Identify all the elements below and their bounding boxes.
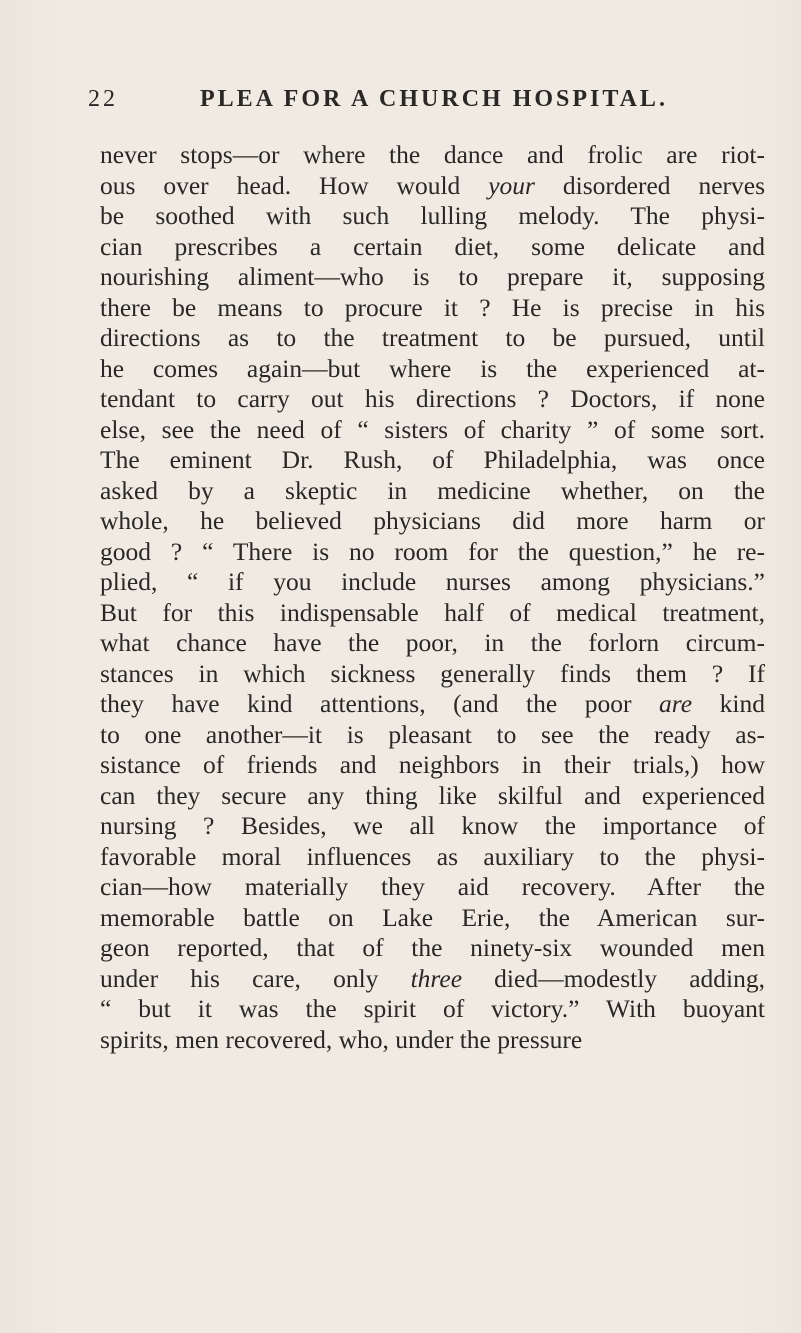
text-segment: be soothed with such lulling melody. The physi- bbox=[100, 201, 765, 230]
text-segment: under his care, only bbox=[100, 963, 411, 993]
text-line bbox=[100, 506, 765, 537]
text-line bbox=[100, 1025, 765, 1056]
text-segment: died—modestly adding, bbox=[462, 963, 765, 993]
text-segment: directions as to the treatment to be pursued, until bbox=[100, 323, 765, 352]
text-line bbox=[100, 933, 765, 964]
text-line bbox=[100, 323, 765, 354]
text-segment: they have kind attentions, (and the poor bbox=[100, 689, 660, 718]
text-segment: disordered nerves bbox=[534, 170, 765, 200]
text-line bbox=[100, 659, 765, 690]
text-segment: asked by a skeptic in medicine whether, on the bbox=[100, 475, 765, 505]
text-line bbox=[100, 750, 765, 781]
italic-text: your bbox=[488, 170, 535, 200]
text-segment: geon reported, that of the ninety-six wounded men bbox=[100, 933, 765, 962]
text-segment: whole, he believed physicians did more harm or bbox=[100, 506, 765, 535]
text-line bbox=[100, 598, 765, 629]
text-line bbox=[100, 171, 765, 202]
text-line bbox=[100, 994, 765, 1025]
text-line bbox=[100, 689, 765, 720]
text-line bbox=[100, 781, 765, 812]
text-line bbox=[100, 842, 765, 873]
text-segment: else, see the need of “ sisters of charity ” of some sort. bbox=[100, 414, 765, 444]
text-segment: kind bbox=[692, 689, 765, 718]
text-line bbox=[100, 384, 765, 415]
text-line bbox=[100, 140, 765, 171]
italic-text: are bbox=[659, 689, 693, 718]
text-line bbox=[100, 445, 765, 476]
text-line bbox=[100, 903, 765, 934]
text-segment: nourishing aliment—who is to prepare it, supposing bbox=[100, 262, 765, 291]
running-head bbox=[88, 86, 778, 120]
text-line bbox=[100, 628, 765, 659]
text-segment: never stops—or where the dance and frolic are riot- bbox=[100, 140, 765, 169]
text-segment: what chance have the poor, in the forlorn circum- bbox=[100, 628, 765, 657]
text-line bbox=[100, 537, 765, 568]
text-segment: good ? “ There is no room for the question,” he re- bbox=[100, 536, 765, 566]
text-segment: tendant to carry out his directions ? Doctors, if none bbox=[100, 384, 765, 413]
text-line bbox=[100, 964, 765, 995]
text-line bbox=[100, 232, 765, 263]
text-segment: spirits, men recovered, who, under the pressure bbox=[100, 1024, 583, 1054]
text-segment: cian prescribes a certain diet, some delicate and bbox=[100, 231, 765, 261]
text-segment: he comes again—but where is the experienced at- bbox=[100, 353, 765, 383]
text-segment: there be means to procure it ? He is precise in his bbox=[100, 292, 765, 322]
text-segment: sistance of friends and neighbors in their trials,) how bbox=[100, 750, 765, 779]
text-line bbox=[100, 262, 765, 293]
text-segment: favorable moral influences as auxiliary to the physi- bbox=[100, 841, 765, 871]
running-title: PLEA FOR A CHURCH HOSPITAL. bbox=[200, 86, 668, 112]
text-segment: ous over head. How would bbox=[100, 170, 489, 200]
text-segment: stances in which sickness generally finds them ? If bbox=[100, 658, 765, 688]
text-segment: to one another—it is pleasant to see the ready as- bbox=[100, 719, 765, 749]
text-segment: memorable battle on Lake Erie, the American sur- bbox=[100, 902, 765, 932]
text-line bbox=[100, 354, 765, 385]
italic-text: three bbox=[410, 963, 463, 993]
body-text bbox=[100, 140, 765, 1055]
text-line bbox=[100, 720, 765, 751]
text-line bbox=[100, 415, 765, 446]
text-segment: cian—how materially they aid recovery. After the bbox=[100, 872, 765, 901]
text-segment: But for this indispensable half of medical treatment, bbox=[100, 597, 765, 627]
text-segment: nursing ? Besides, we all know the importance of bbox=[100, 811, 765, 840]
text-line bbox=[100, 567, 765, 598]
text-segment: plied, “ if you include nurses among physicians.” bbox=[100, 567, 765, 596]
text-line bbox=[100, 872, 765, 903]
text-segment: The eminent Dr. Rush, of Philadelphia, was once bbox=[100, 445, 765, 474]
text-line bbox=[100, 293, 765, 324]
text-line bbox=[100, 476, 765, 507]
text-line bbox=[100, 201, 765, 232]
page-number: 22 bbox=[88, 86, 118, 112]
text-segment: “ but it was the spirit of victory.” With buoyant bbox=[100, 994, 765, 1023]
text-segment: can they secure any thing like skilful and experienced bbox=[100, 780, 765, 810]
text-line bbox=[100, 811, 765, 842]
